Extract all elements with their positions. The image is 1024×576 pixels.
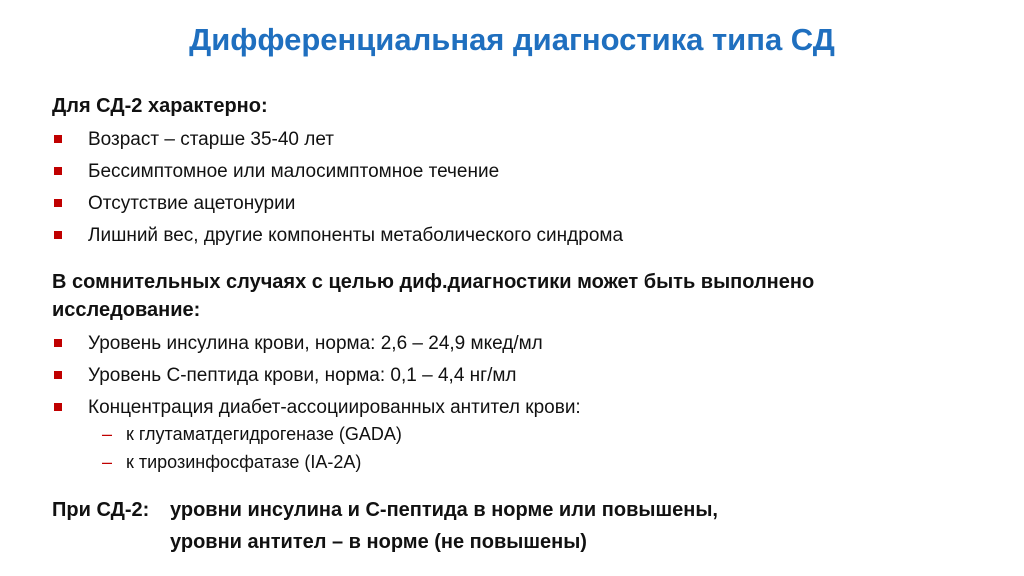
conclusion-line-1 <box>52 494 1002 526</box>
square-bullet-icon <box>54 403 62 411</box>
section-2-heading <box>52 268 1002 324</box>
section-1-heading: Для СД-2 характерно: <box>52 95 268 117</box>
sublist-item-text: к глутаматдегидрогеназе (GADA) <box>126 424 402 444</box>
square-bullet-icon <box>54 231 62 239</box>
list-item-text: Возраст – старше 35-40 лет <box>88 129 335 150</box>
list-item <box>52 328 1002 360</box>
list-item-text: Лишний вес, другие компоненты метаболического синдрома <box>88 225 624 246</box>
square-bullet-icon <box>54 135 62 143</box>
square-bullet-icon <box>54 199 62 207</box>
list-item <box>52 188 1002 220</box>
conclusion-line-2: уровни антител – в норме (не повышены) <box>170 531 587 553</box>
section-2-heading-line-2: исследование: <box>52 299 201 321</box>
conclusion <box>52 494 1002 558</box>
list-item-text: Уровень С-пептида крови, норма: 0,1 – 4,4 нг/мл <box>88 365 517 386</box>
conclusion-label: При СД-2: <box>52 499 150 521</box>
dash-bullet-icon: – <box>102 424 113 444</box>
dash-bullet-icon: – <box>102 452 113 472</box>
square-bullet-icon <box>54 167 62 175</box>
section-2-list <box>52 328 1002 424</box>
list-item-text: Отсутствие ацетонурии <box>88 193 296 214</box>
square-bullet-icon <box>54 339 62 347</box>
section-1-list <box>52 124 1002 252</box>
list-item <box>52 220 1002 252</box>
sublist-item <box>52 448 1002 476</box>
square-bullet-icon <box>54 371 62 379</box>
list-item-text: Уровень инсулина крови, норма: 2,6 – 24,9 мкед/мл <box>88 333 543 354</box>
section-2-sublist <box>52 420 1002 476</box>
slide-content <box>52 92 1002 558</box>
sublist-item-text: к тирозинфосфатазе (IA-2A) <box>126 452 362 472</box>
list-item <box>52 156 1002 188</box>
list-item <box>52 124 1002 156</box>
section-2-heading-line-1: В сомнительных случаях с целью диф.диагностики может быть выполнено <box>52 271 815 293</box>
list-item-text: Бессимптомное или малосимптомное течение <box>88 161 500 182</box>
list-item-text: Концентрация диабет-ассоциированных антител крови: <box>88 397 581 418</box>
sublist-item <box>52 420 1002 448</box>
list-item <box>52 360 1002 392</box>
conclusion-text-1: уровни инсулина и С-пептида в норме или повышены, <box>170 499 718 521</box>
slide-title: Дифференциальная диагностика типа СД <box>189 22 835 57</box>
